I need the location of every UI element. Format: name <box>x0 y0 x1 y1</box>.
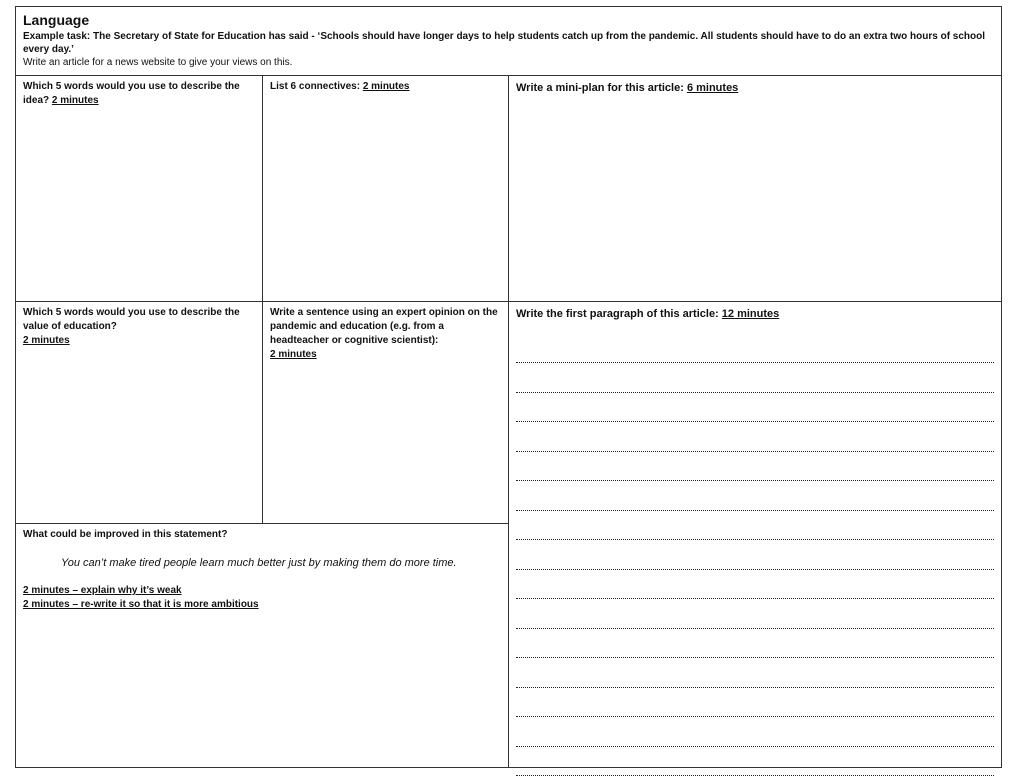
words-value-box[interactable] <box>16 302 263 524</box>
writing-line[interactable] <box>516 540 994 570</box>
connectives-question: List 6 connectives: <box>270 81 360 92</box>
page-title: Language <box>23 12 994 29</box>
writing-line[interactable] <box>516 629 994 659</box>
improve-statement-box[interactable] <box>16 524 509 768</box>
writing-line[interactable] <box>516 334 994 363</box>
writing-line[interactable] <box>516 658 994 688</box>
expert-opinion-time: 2 minutes <box>270 348 501 362</box>
writing-line[interactable] <box>516 747 994 776</box>
mini-plan-question: Write a mini-plan for this article: <box>516 82 684 94</box>
first-paragraph-question: Write the first paragraph of this article: <box>516 308 719 320</box>
improve-step-rewrite: 2 minutes – re-write it so that it is more ambitious <box>23 598 501 612</box>
mini-plan-time: 6 minutes <box>687 82 738 94</box>
writing-line[interactable] <box>516 452 994 482</box>
words-idea-box[interactable] <box>16 76 263 302</box>
writing-lines[interactable] <box>516 334 994 776</box>
mini-plan-box[interactable] <box>509 76 1001 302</box>
weak-statement: You can’t make tired people learn much better just by making them do more time. <box>61 556 501 570</box>
improve-step-explain: 2 minutes – explain why it’s weak <box>23 584 501 598</box>
connectives-box[interactable] <box>263 76 509 302</box>
writing-line[interactable] <box>516 422 994 452</box>
words-idea-time: 2 minutes <box>52 95 99 106</box>
first-paragraph-time: 12 minutes <box>722 308 779 320</box>
connectives-time: 2 minutes <box>363 81 410 92</box>
writing-line[interactable] <box>516 599 994 629</box>
worksheet <box>15 6 1002 768</box>
writing-line[interactable] <box>516 688 994 718</box>
writing-line[interactable] <box>516 481 994 511</box>
writing-line[interactable] <box>516 717 994 747</box>
expert-opinion-box[interactable] <box>263 302 509 524</box>
example-task: Example task: The Secretary of State for Education has said - ‘Schools should have longer days to help students catch up from the pandemic. All students should have to do an extra two hours of school every day.’ <box>23 30 994 56</box>
worksheet-header <box>16 7 1001 76</box>
writing-line[interactable] <box>516 570 994 600</box>
writing-line[interactable] <box>516 393 994 423</box>
words-idea-question: Which 5 words would you use to describe the idea? <box>23 81 240 106</box>
words-value-question: Which 5 words would you use to describe the value of education? <box>23 306 255 334</box>
task-instruction: Write an article for a news website to give your views on this. <box>23 56 994 69</box>
first-paragraph-box <box>509 302 1001 768</box>
words-value-time: 2 minutes <box>23 334 255 348</box>
writing-line[interactable] <box>516 511 994 541</box>
improve-question: What could be improved in this statement? <box>23 528 501 542</box>
expert-opinion-question: Write a sentence using an expert opinion on the pandemic and education (e.g. from a headteacher or cognitive scientist): <box>270 306 501 348</box>
writing-line[interactable] <box>516 363 994 393</box>
